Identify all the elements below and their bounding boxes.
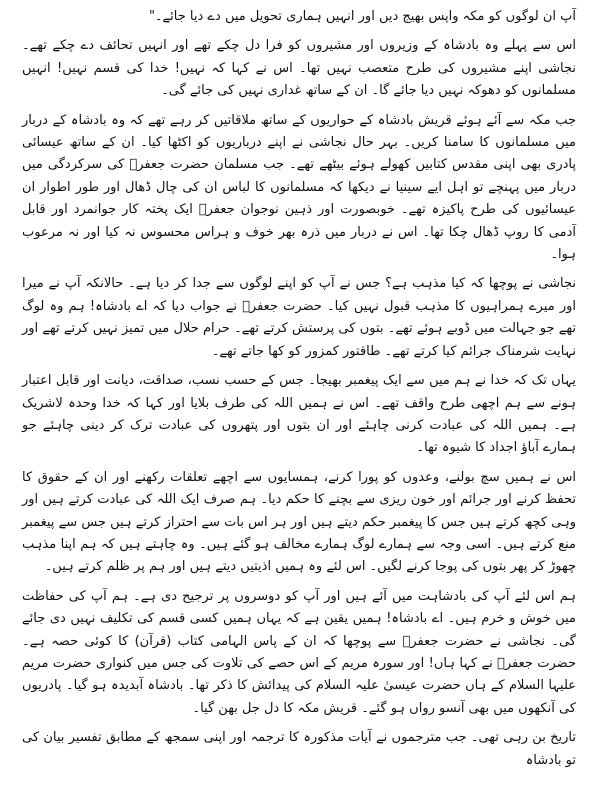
paragraph-6: اس نے ہمیں سچ بولنے، وعدوں کو پورا کرنے، ہمسایوں سے اچھے تعلقات رکھنے اور ان کے حقوق کا تحفظ کرنے اور جرائم اور خون ریزی سے بچنے کا حکم دیا۔ ہم صرف ایک اللہ کی عبادت کرتے ہیں اور وہی کچھ کرتے ہیں جس کا پیغمبر حکم دیتے ہیں اور ہر اس بات سے احتراز کرتے ہیں جس سے پیغمبر منع کرتے ہیں۔ اسی وجہ سے ہمارے لوگ ہمارے مخالف ہو گئے ہیں۔ وہ چاہتے ہیں کہ ہم اپنا مذہب چھوڑ کر پھر بتوں کی پوجا کرنے لگیں۔ اس لئے وہ ہمیں اذیتیں دیتے ہیں اور ہم پر ظلم کرتے ہیں۔ bbox=[22, 469, 576, 575]
paragraph-gap bbox=[22, 28, 576, 35]
paragraph-8: تاریخ بن رہی تھی۔ جب مترجموں نے آیات مذکورہ کا ترجمہ اور اپنی سمجھ کے مطابق تفسیر بیان کی تو بادشاہ bbox=[22, 730, 576, 768]
paragraph-7: ہم اس لئے آپ کی بادشاہت میں آئے ہیں اور آپ کو دوسروں پر ترجیح دی ہے۔ ہم آپ کی حفاظت میں خوش و خرم ہیں۔ اے بادشاہ! ہمیں یقین ہے کہ یہاں ہمیں کسی قسم کی تکلیف نہیں دی جائے گی۔ نجاشی نے حضرت جعفرؓ سے پوچھا کہ ان کے پاس الہامی کتاب (قرآن) کا کوئی حصہ ہے۔ حضرت جعفرؓ نے کہا ہاں! اور سورہ مریم کے اس حصے کی تلاوت کی جس میں کنواری حضرت مریم علیہا السلام کے ہاں حضرت عیسیٰ علیہ السلام کی پیدائش کا ذکر تھا۔ بادشاہ آبدیدہ ہو گیا۔ پادریوں کی آنکھوں میں بھی آنسو رواں ہو گئے۔ قریش مکہ کا دل جل بھن گیا۔ bbox=[22, 588, 576, 716]
paragraph-3: جب مکہ سے آئے ہوئے قریش بادشاہ کے حواریوں کے ساتھ ملاقاتیں کر رہے تھے کہ وہ بادشاہ کے دربار میں مسلمانوں کا سامنا کریں۔ بہر حال نجاشی نے اپنے درباریوں کو اکٹھا کیا۔ ان کے ساتھ عیسائی پادری بھی اپنی مقدس کتابیں کھولے ہوئے بیٹھے تھے۔ جب مسلمان حضرت جعفرؓ کی سرکردگی میں دربار میں پہنچے تو اہل ایے سینیا نے دیکھا کہ مسلمانوں کا لباس ان کی چال ڈھال اور طور اطوار ان عیسائیوں کی طرح پاکیزہ تھے۔ خوبصورت اور ذہین نوجوان جعفرؓ ایک پختہ کار جوانمرد اور قابل آدمی کا روپ ڈھال چکا تھا۔ اس نے دربار میں ذرہ بھر خوف و ہراس محسوس نہ کیا اور نہ مرعوب ہوا۔ bbox=[22, 112, 576, 263]
paragraph-2: اس سے پہلے وہ بادشاہ کے وزیروں اور مشیروں کو فرا دل چکے تھے اور انہیں تحائف دے چکے تھے۔ نجاشی اپنے مشیروں کی طرح متعصب نہیں تھا۔ اس نے کہا کہ نہیں! خدا کی قسم نہیں! انہیں مسلمانوں کو دھوکہ نہیں دیا جائے گا۔ ان کے ساتھ غداری نہیں کی جائے گی۔ bbox=[22, 38, 576, 99]
paragraph-gap bbox=[22, 103, 576, 110]
paragraph-gap bbox=[22, 579, 576, 586]
paragraph-4: نجاشی نے پوچھا کہ کیا مذہب ہے؟ جس نے آپ کو اپنے لوگوں سے جدا کر دیا ہے۔ حالانکہ آپ نے میرا اور میرے ہمراہیوں کا مذہب قبول نہیں کیا۔ حضرت جعفرؓ نے جواب دیا کہ اے بادشاہ! ہم وہ لوگ تھے جو جہالت میں ڈوبے ہوئے تھے۔ بتوں کی پرستش کرتے تھے۔ حرام حلال میں تمیز نہیں کرتے تھے اور نہایت شرمناک جرائم کیا کرتے تھے۔ طاقتور کمزور کو کھا جاتے تھے۔ bbox=[22, 276, 576, 359]
paragraph-1: آپ ان لوگوں کو مکہ واپس بھیج دیں اور انہیں ہماری تحویل میں دے دیا جائے۔" bbox=[148, 9, 576, 24]
paragraph-5: یہاں تک کہ خدا نے ہم میں سے ایک پیغمبر بھیجا۔ جس کے حسب نسب، صداقت، دیانت اور قابل اعتبار ہونے سے ہم اچھی طرح واقف تھے۔ اس نے ہمیں اللہ کی طرف بلایا اور کہا کہ خدا وحدہ لاشریک ہے۔ ہمیں اللہ کی عبادت کرنی چاہئے اور ان بتوں اور پتھروں کی عبادت ترک کر دینی چاہئے جو ہمارے آباؤ اجداد کا شیوہ تھا۔ bbox=[22, 373, 576, 456]
paragraph-gap bbox=[22, 460, 576, 467]
paragraph-gap bbox=[22, 363, 576, 370]
paragraph-gap bbox=[22, 266, 576, 273]
paragraph-gap bbox=[22, 720, 576, 727]
